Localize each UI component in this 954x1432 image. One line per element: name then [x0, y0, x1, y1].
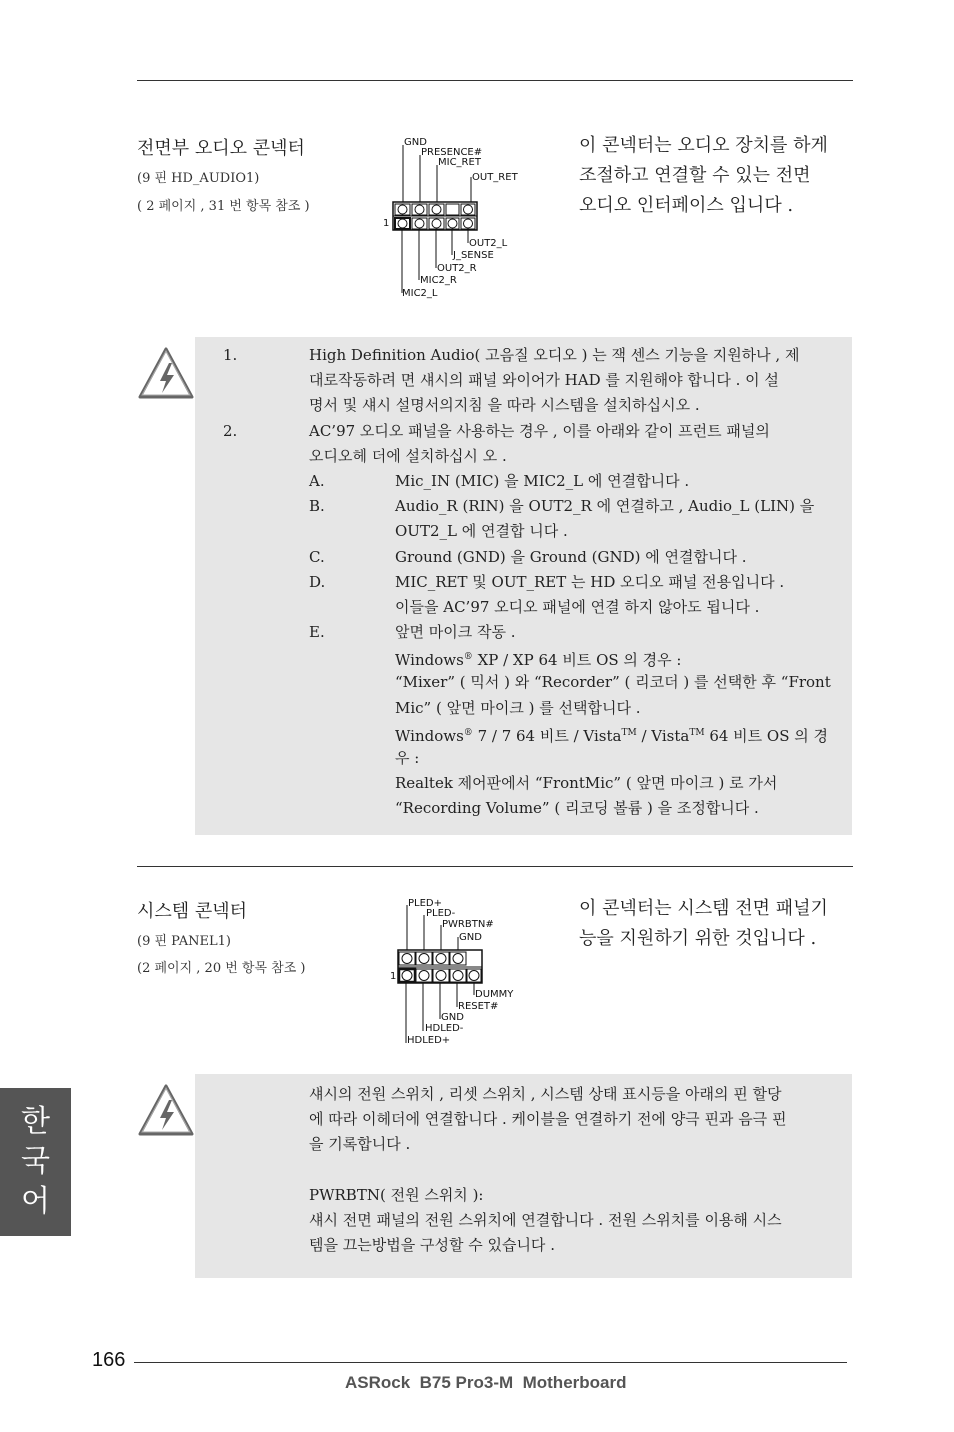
page-number: 166: [92, 1349, 126, 1371]
windows-7-line: Windows® 7 / 7 64 비트 / Vista™ / Vista™ 64 비트 OS 의 경: [395, 726, 829, 745]
pin-label-dummy: DUMMY: [475, 989, 514, 1000]
hd-audio-pin-diagram: [380, 135, 540, 310]
section1-pin-info: (9 핀 HD_AUDIO1): [137, 171, 260, 186]
pin-label-reset: RESET#: [458, 1001, 499, 1012]
sub-label: E.: [309, 623, 325, 642]
pwrbtn-title: PWRBTN( 전원 스위치 ):: [309, 1185, 484, 1204]
note-line: 을 기록합니다 .: [309, 1135, 411, 1154]
section2-desc-line: 능을 지원하기 위한 것입니다 .: [579, 928, 817, 949]
section2-description: [579, 894, 828, 954]
sub-text: 이들을 AC’97 오디오 패널에 연결 하지 않아도 됩니다 .: [395, 597, 760, 616]
pin-label-out2-r: OUT2_R: [437, 263, 477, 274]
note-line: 대로작동하려 면 섀시의 패널 와이어가 HAD 를 지원해야 합니다 . 이 설: [309, 371, 779, 390]
pin-label-gnd-bottom: GND: [441, 1012, 464, 1023]
sub-label: B.: [309, 497, 325, 516]
sub-text: Mic” ( 앞면 마이크 ) 를 선택합니다 .: [395, 698, 641, 717]
note-line: AC’97 오디오 패널을 사용하는 경우 , 이를 아래와 같이 프런트 패널의: [309, 421, 770, 440]
sub-text: Ground (GND) 을 Ground (GND) 에 연결합니다 .: [395, 547, 747, 566]
sub-text: OUT2_L 에 연결합 니다 .: [395, 522, 568, 541]
note-line: 명서 및 섀시 설명서의지침 을 따라 시스템을 설치하십시오 .: [309, 396, 700, 415]
section1-title: 전면부 오디오 콘넥터: [137, 138, 305, 159]
pin-label-gnd-top: GND: [459, 932, 482, 943]
pin-label-out2-l: OUT2_L: [469, 238, 508, 249]
item-number: 1.: [223, 346, 238, 364]
note-line: 섀시 전면 패널의 전원 스위치에 연결합니다 . 전원 스위치를 이용해 시스: [309, 1210, 782, 1229]
section1-description: [579, 131, 828, 221]
section2-page-ref: (2 페이지 , 20 번 항목 참조 ): [137, 961, 306, 976]
windows-xp-line: Windows® XP / XP 64 비트 OS 의 경우 :: [395, 651, 682, 670]
side-tab-char: 어: [21, 1184, 50, 1219]
sub-text: 앞면 마이크 작동 .: [395, 623, 516, 642]
pin-label-mic2-r: MIC2_R: [420, 275, 457, 286]
pin-label-presence: PRESENCE#: [421, 147, 483, 158]
pin-label-hdled-minus: HDLED-: [425, 1023, 464, 1034]
warning-icon: [136, 345, 196, 407]
footer-title: ASRock B75 Pro3-M Motherboard: [345, 1373, 627, 1392]
sub-text: Audio_R (RIN) 을 OUT2_R 에 연결하고 , Audio_L (LIN) 을: [395, 497, 815, 516]
note2-content: [309, 1082, 854, 1258]
section1-desc-line: 오디오 인터페이스 입니다 .: [579, 195, 794, 216]
pin-label-mic-ret: MIC_RET: [438, 157, 481, 168]
sub-text: Realtek 제어판에서 “FrontMic” ( 앞면 마이크 ) 로 가서: [395, 774, 778, 793]
sub-text: “Recording Volume” ( 리코딩 볼륨 ) 을 조정합니다 .: [395, 799, 759, 818]
section1-desc-line: 조절하고 연결할 수 있는 전면: [579, 165, 811, 186]
note-line: 에 따라 이헤더에 연결합니다 . 케이블을 연결하기 전에 양극 핀과 음극 핀: [309, 1110, 787, 1129]
note-line: 섀시의 전원 스위치 , 리셋 스위치 , 시스템 상태 표시등을 아래의 핀 할당: [309, 1085, 782, 1103]
section2-desc-line: 이 콘넥터는 시스템 전면 패널기: [579, 898, 828, 919]
pin-one-marker: 1: [390, 971, 397, 982]
warning-icon: [136, 1082, 196, 1144]
note-line: High Definition Audio( 고음질 오디오 ) 는 잭 센스 기능을 지원하나 , 제: [309, 346, 800, 364]
section-divider: [137, 866, 853, 867]
section2-title: 시스템 콘넥터: [137, 901, 248, 922]
footer-rule: [134, 1362, 847, 1363]
sub-text: Mic_IN (MIC) 을 MIC2_L 에 연결합니다 .: [395, 471, 690, 490]
note1-content: [223, 343, 853, 822]
section1-desc-line: 이 콘넥터는 오디오 장치를 하게: [579, 135, 828, 156]
side-tab-char: 한: [21, 1104, 50, 1139]
pin-label-hdled-plus: HDLED+: [407, 1035, 451, 1046]
side-tab-char: 국: [21, 1144, 50, 1179]
pin-label-gnd: GND: [404, 137, 427, 148]
sub-text: 우 :: [395, 749, 420, 767]
sub-label: D.: [309, 572, 326, 591]
note-line: 오디오헤 더에 설치하십시 오 .: [309, 446, 507, 465]
section1-page-ref: ( 2 페이지 , 31 번 항목 참조 ): [137, 199, 310, 214]
top-rule: [137, 80, 853, 81]
sub-text: “Mixer” ( 믹서 ) 와 “Recorder” ( 리코더 ) 를 선택한 후 “Front: [395, 673, 831, 692]
pin-label-out-ret: OUT_RET: [472, 172, 518, 183]
section2-pin-info: (9 핀 PANEL1): [137, 934, 231, 949]
sub-text: MIC_RET 및 OUT_RET 는 HD 오디오 패널 전용입니다 .: [395, 572, 785, 591]
pin-label-mic2-l: MIC2_L: [402, 288, 438, 299]
note-line: 템을 끄는방법을 구성할 수 있습니다 .: [309, 1236, 555, 1255]
pin-label-pwrbtn: PWRBTN#: [442, 919, 494, 930]
pin-label-j-sense: J_SENSE: [453, 250, 494, 261]
sub-label: A.: [309, 471, 325, 490]
pin-label-pled-plus: PLED+: [408, 898, 442, 909]
panel-pin-diagram: [390, 895, 540, 1050]
language-side-tab: [0, 1088, 71, 1236]
item-number: 2.: [223, 421, 238, 440]
pin-one-marker: 1: [383, 218, 390, 229]
sub-label: C.: [309, 547, 325, 566]
pin-label-pled-minus: PLED-: [426, 908, 456, 919]
